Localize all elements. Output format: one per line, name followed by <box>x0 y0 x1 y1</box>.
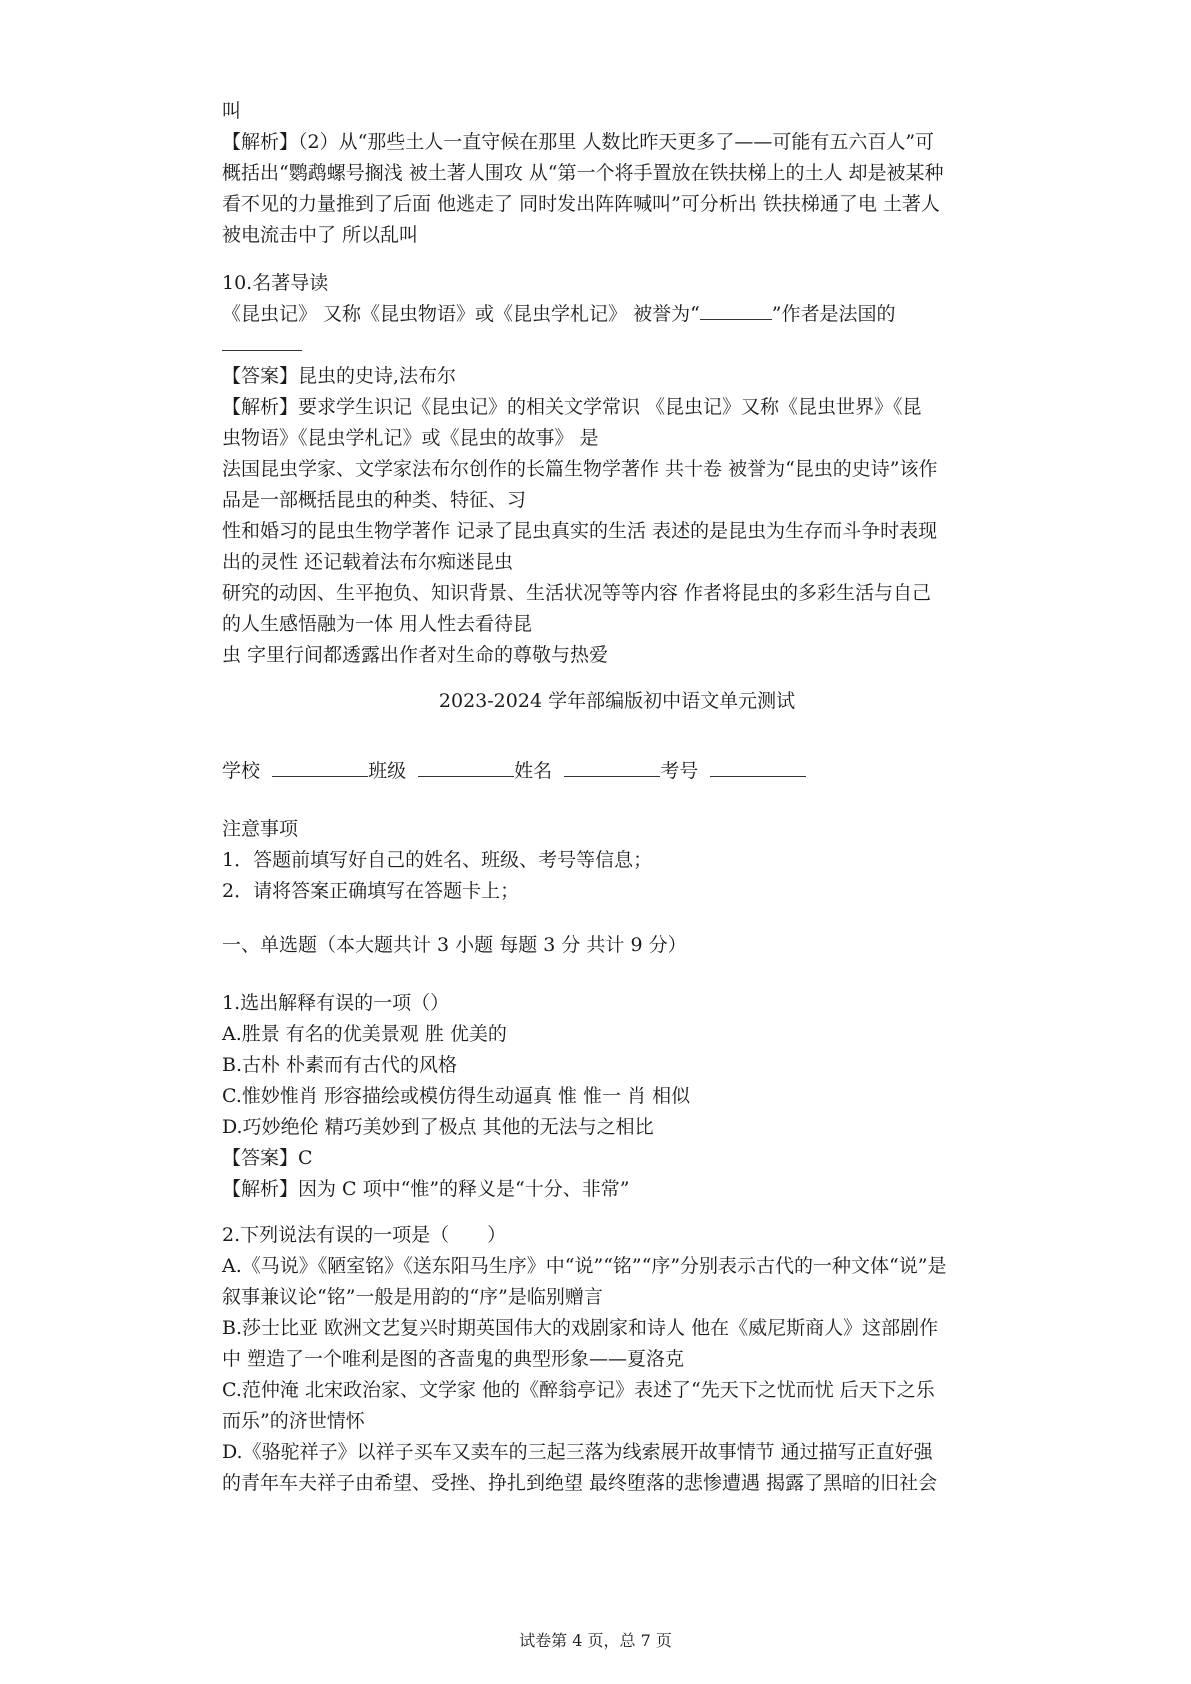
option: C.惟妙惟肖 形容描绘或模仿得生动逼真 惟 惟一 肖 相似 <box>222 1085 691 1107</box>
question-1 <box>222 988 1012 1205</box>
page-footer: 试卷第 4 页，总 7 页 <box>519 1631 672 1650</box>
name-label: 姓名 <box>514 760 553 782</box>
prev-analysis-line: 概括出“鹦鹉螺号搁浅 被土著人围攻 从“第一个将手置放在铁扶梯上的土人 却是被某种 <box>222 162 944 184</box>
analysis-line: 品是一部概括昆虫的种类、特征、习 <box>222 489 527 511</box>
option-line: 而乐”的济世情怀 <box>222 1410 365 1432</box>
question-title: 10.名著导读 <box>222 272 329 294</box>
answer: 【答案】C <box>222 1147 313 1169</box>
question-stem <box>222 299 1012 330</box>
analysis-line: 【解析】因为 C 项中“惟”的释义是“十分、非常” <box>222 1178 630 1200</box>
stem-text: 《昆虫记》 又称《昆虫物语》或《昆虫学札记》 被誉为“ <box>222 303 700 325</box>
prev-analysis-line: 【解析】（2）从“那些土人一直守候在那里 人数比昨天更多了——可能有五六百人”可 <box>222 131 935 153</box>
analysis-line: 虫物语》《昆虫学札记》或《昆虫的故事》 是 <box>222 427 599 449</box>
analysis-line: 虫 字里行间都透露出作者对生命的尊敬与热爱 <box>222 644 609 666</box>
school-label: 学校 <box>222 760 261 782</box>
analysis-line: 研究的动因、生平抱负、知识背景、生活状况等等内容 作者将昆虫的多彩生活与自己 <box>222 582 932 604</box>
notice-item: 2．请将答案正确填写在答题卡上； <box>222 880 520 902</box>
fill-blank <box>222 330 302 351</box>
question-stem: 1.选出解释有误的一项（） <box>222 992 450 1014</box>
stem-text: ”作者是法国的 <box>771 303 896 325</box>
question-2 <box>222 1220 1012 1499</box>
number-label: 考号 <box>660 760 699 782</box>
notice <box>222 814 1012 907</box>
answer: 【答案】昆虫的史诗,法布尔 <box>222 365 457 387</box>
number-blank[interactable] <box>710 756 806 777</box>
analysis-line: 的人生感悟融为一体 用人性去看待昆 <box>222 613 533 635</box>
fill-blank <box>700 299 772 320</box>
option-line: D.《骆驼祥子》以祥子买车又卖车的三起三落为线索展开故事情节 通过描写正直好强 <box>222 1441 933 1463</box>
prev-analysis-line: 看不见的力量推到了后面 他逃走了 同时发出阵阵喊叫”可分析出 铁扶梯通了电 土著人 <box>222 193 940 215</box>
notice-title: 注意事项 <box>222 818 299 840</box>
notice-item: 1．答题前填写好自己的姓名、班级、考号等信息； <box>222 849 653 871</box>
exam-title-text: 2023-2024 学年部编版初中语文单元测试 <box>438 690 796 712</box>
prev-analysis-line: 被电流击中了 所以乱叫 <box>222 224 419 246</box>
stem-continuation <box>222 330 1012 361</box>
section-heading <box>222 930 1012 961</box>
school-blank[interactable] <box>272 756 368 777</box>
option-line: 叙事兼议论“铭”一般是用韵的“序”是临别赠言 <box>222 1286 603 1308</box>
analysis-line: 出的灵性 还记载着法布尔痴迷昆虫 <box>222 551 514 573</box>
question-10 <box>222 268 1012 671</box>
option-line: C.范仲淹 北宋政治家、文学家 他的《醉翁亭记》表述了“先天下之忧而忧 后天下之乐 <box>222 1379 935 1401</box>
student-info-row <box>222 756 1012 787</box>
analysis-line: 【解析】要求学生识记《昆虫记》的相关文学常识 《昆虫记》又称《昆虫世界》《昆 <box>222 396 922 418</box>
prev-answer-tail: 叫 <box>222 100 242 122</box>
question-stem: 2.下列说法有误的一项是（ ） <box>222 1224 507 1246</box>
option-line: 的青年车夫祥子由希望、受挫、挣扎到绝望 最终堕落的悲惨遭遇 揭露了黑暗的旧社会 <box>222 1472 938 1494</box>
analysis-line: 法国昆虫学家、文学家法布尔创作的长篇生物学著作 共十卷 被誉为“昆虫的史诗”该作 <box>222 458 938 480</box>
option: B.古朴 朴素而有古代的风格 <box>222 1054 458 1076</box>
option-line: B.莎士比亚 欧洲文艺复兴时期英国伟大的戏剧家和诗人 他在《威尼斯商人》这部剧作 <box>222 1317 939 1339</box>
option: D.巧妙绝伦 精巧美妙到了极点 其他的无法与之相比 <box>222 1116 654 1138</box>
analysis-line: 性和婚习的昆虫生物学著作 记录了昆虫真实的生活 表述的是昆虫为生存而斗争时表现 <box>222 520 938 542</box>
class-label: 班级 <box>368 760 407 782</box>
name-blank[interactable] <box>564 756 660 777</box>
option: A.胜景 有名的优美景观 胜 优美的 <box>222 1023 507 1045</box>
exam-title <box>222 686 1012 717</box>
class-blank[interactable] <box>418 756 514 777</box>
section-heading-text: 一、单选题（本大题共计 3 小题 每题 3 分 共计 9 分） <box>222 934 687 956</box>
option-line: 中 塑造了一个唯利是图的吝啬鬼的典型形象——夏洛克 <box>222 1348 685 1370</box>
prev-question <box>222 96 1012 251</box>
option-line: A.《马说》《陋室铭》《送东阳马生序》中“说”“铭”“序”分别表示古代的一种文体“说”是 <box>222 1255 947 1277</box>
student-info-fields <box>222 756 1012 787</box>
